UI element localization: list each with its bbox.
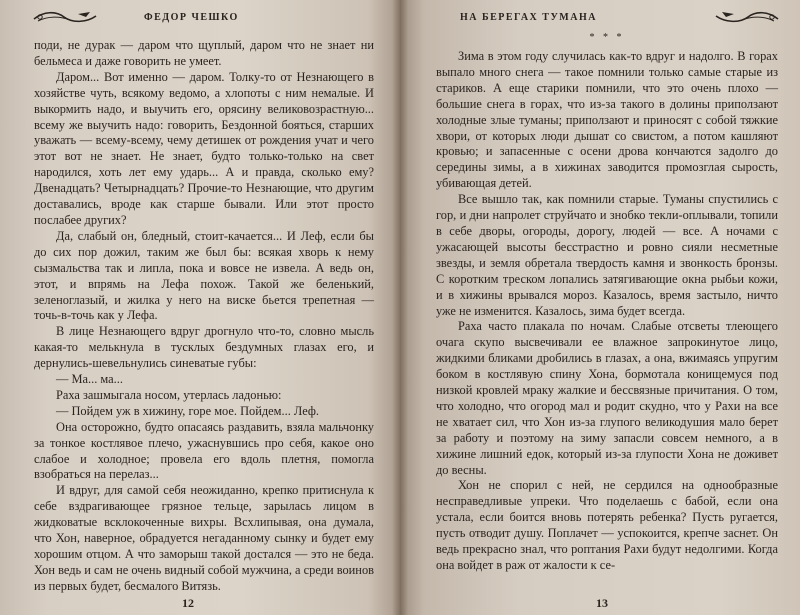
page-number: 13 [596, 596, 608, 610]
right-body-text [436, 49, 778, 574]
paragraph: поди, не дурак — даром что щуплый, даром что не знает ни бельмеса и даже говорить не умеет. [34, 38, 374, 68]
paragraph: Раха зашмыгала носом, утерлась ладонью: [56, 387, 282, 402]
paragraph: Зима в этом году случилась как-то вдруг и надолго. В горах выпало много снега — такое помнили только самые старые из стариков. А еще старики помнили, что это очень плохо — большие снега в горах, что из-за такого в долины приползают холодные злые туманы; приползают и приносят с собой тяжкие хвори, от которых люди дышат со свистом, а потом кашляют кровью; и запасенные с осени дрова кончаются задолго до середины зимы, а в хижинах заводится промозглая сырость, убивающая детей. [436, 49, 778, 191]
paragraph: В лице Незнающего вдруг дрогнуло что-то, словно мысль какая-то мелькнула в тусклых бездумных глазах его, и дернулись-шевельнулись синеватые губы: [34, 324, 374, 371]
right-running-header [460, 6, 782, 28]
paragraph: Хон не спорил с ней, не сердился на однообразные несправедливые упреки. Что поделаешь с бабой, если она устала, если боится вновь потерять ребенка? Пусть ругается, пусть отводит душу. Поплачет — успокоится, крепче заснет. Он ведь прекрасно знал, что роптания Рахи будут недолгими. Когда она войдет в раж от жалости к се- [436, 478, 778, 572]
right-page [400, 0, 800, 615]
ornament-icon [30, 8, 100, 26]
paragraph: Все вышло так, как помнили старые. Туманы спустились с гор, и дни напролет струйчато и знобко текли-оплывали, топили в себе дворы, огороды, дорогу, людей — все. А ночами с ужасающей высоты бесстрастно и ровно сияли несметные звезды, и земля обретала твердость камня и звонкость бронзы. С коротким треском лопались затягивающие окна рыбьи кожи, и в хижины врывался мороз. Казалось, время застыло, ничто уже не изменится. Казалось, зима будет всегда. [436, 192, 778, 318]
left-running-header [30, 6, 380, 28]
ornament-icon [712, 8, 782, 26]
author-name: ФЕДОР ЧЕШКО [144, 11, 239, 23]
paragraph: Даром... Вот именно — даром. Толку-то от Незнающего в хозяйстве чуть, всякому ведомо, а хлопоты с ним немалые. И выкормить надо, и выучить его, орясину великовозрастную... всему же выучить надо: говорить, Бездонной бояться, старших уважать — всему-всему, чему детишек от рождения учат и чего этот вот не знает. Не знает, будто только-только на свет народился, хоть лет ему ударь... А и правда, сколько ему? Двенадцать? Четырнадцать? Прочие-то Незнающие, что другим доставались, вроде как старше бывали. Или этот просто послабее других? [34, 69, 374, 227]
book-title: НА БЕРЕГАХ ТУМАНА [460, 11, 597, 23]
page-number: 12 [182, 596, 194, 610]
paragraph: И вдруг, для самой себя неожиданно, крепко притиснула к себе вздрагивающее грязное тельце, зарылась лицом в жидковатые всклокоченные вихры. Всхлипывая, она думала, что Хон, наверное, обрадуется негаданному сынку и будет ему хорошим отцом. А что заморыш такой достался — это не беда. Хон ведь и сам не очень видный собой мужчина, а среди воинов из первых будет, бесмалого Витязь. [34, 483, 374, 593]
paragraph: Она осторожно, будто опасаясь раздавить, взяла мальчонку за тонкое костлявое плечо, ужаснувшись про себя, какое оно слабое и холодное; провела его вдоль плетня, помогла взобраться на перелаз... [34, 419, 374, 482]
paragraph: — Ма... ма... [56, 372, 123, 387]
paragraph: Раха часто плакала по ночам. Слабые отсветы тлеющего очага скупо высвечивали ее влажное запрокинутое лицо, жидкими бликами дробились в глазах, а она, вжимаясь упругим боком в костлявую спину Хона, бормотала конищемуся под низкой кровлей мраку жалкие и бессвязные причитания. О том, что холодно, что огород мал и родит скудно, что у Рахи на все не хватает сил, что Хон из-за глупого великодушия мало берет за работу и поэтому на зиму запасли совсем немного, а в хижине лишний едок, который из-за глупости Хона не доживет до весны. [436, 319, 778, 477]
paragraph: — Пойдем уж в хижину, горе мое. Пойдем... Леф. [56, 403, 319, 418]
section-break: * * * [589, 32, 625, 43]
left-body-text [34, 38, 374, 595]
paragraph: Да, слабый он, бледный, стоит-качается... И Леф, если бы до сих пор дожил, таким же был бы: всякая хворь к нему сызмальства так и липла, пока и вовсе не извела. А ведь он, этот, и впрямь на Лефа похож. Такой же беленький, зеленоглазый, и жилка у него на виске бьется трепетная — точь-в-точь как у Лефа. [34, 228, 374, 323]
